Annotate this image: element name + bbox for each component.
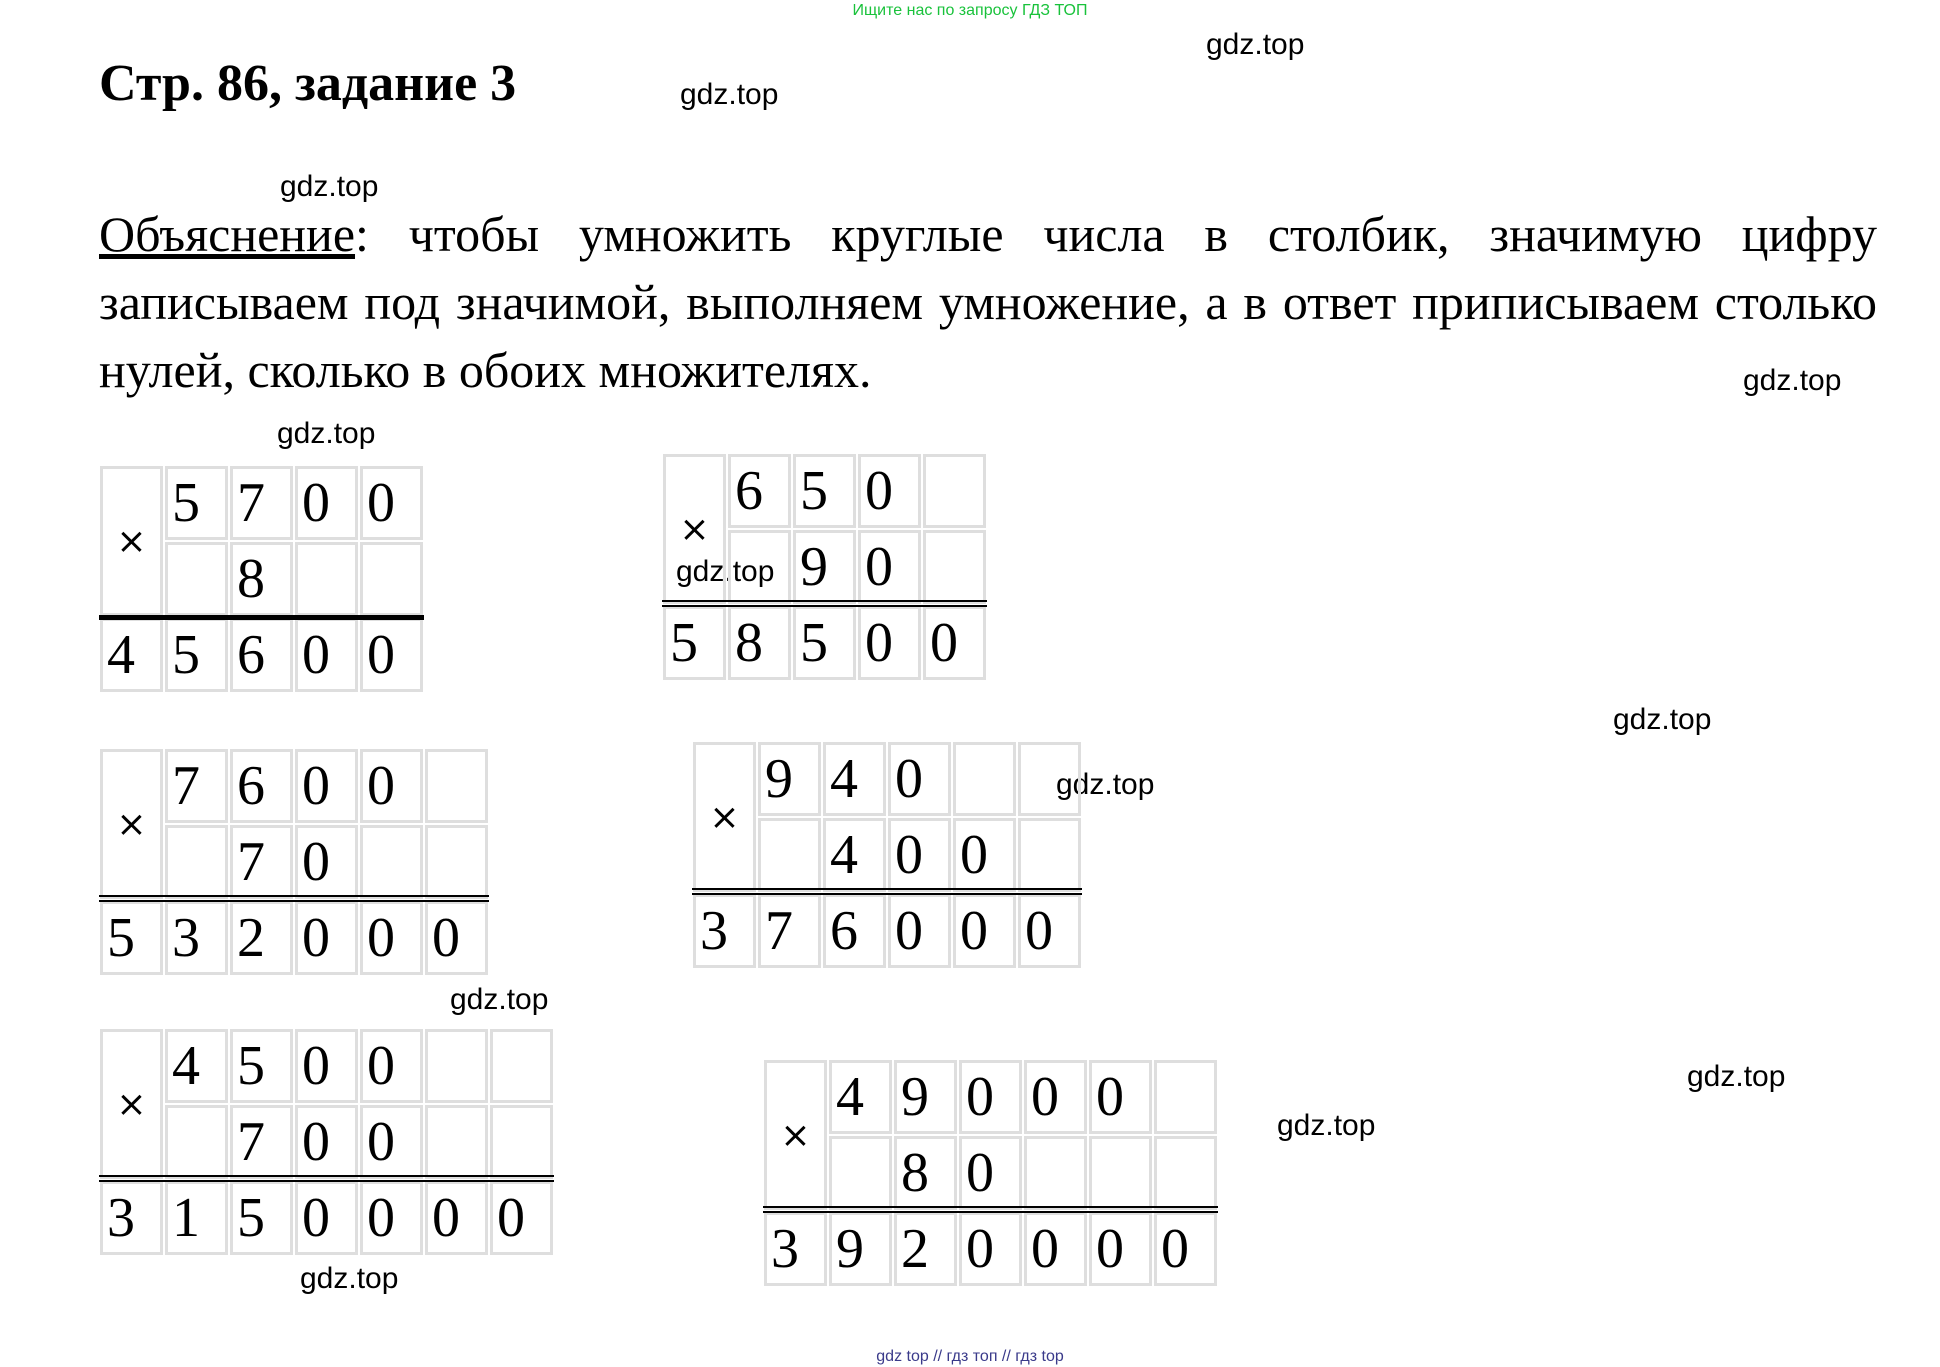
digit-cell: 0: [360, 1181, 423, 1255]
digit-cell: 0: [888, 818, 951, 892]
digit-cell: 0: [295, 618, 358, 692]
digit-cell: 9: [758, 742, 821, 816]
digit-cell: 0: [295, 1181, 358, 1255]
watermark: gdz.top: [1277, 1109, 1376, 1142]
watermark: gdz.top: [676, 555, 775, 588]
digit-cell: 0: [295, 1029, 358, 1103]
digit-cell: [425, 749, 488, 823]
result-line: [99, 895, 489, 897]
digit-cell: 0: [858, 530, 921, 604]
result-line: [99, 1175, 554, 1177]
result-line: [692, 888, 1082, 890]
multiplication-grid: [763, 1059, 1218, 1287]
digit-cell: 1: [165, 1181, 228, 1255]
multiplication-grid: [99, 748, 489, 976]
digit-cell: 7: [758, 894, 821, 968]
digit-cell: 0: [953, 894, 1016, 968]
digit-cell: 0: [953, 818, 1016, 892]
digit-cell: 5: [793, 606, 856, 680]
digit-cell: 0: [858, 606, 921, 680]
digit-cell: 0: [1089, 1060, 1152, 1134]
digit-cell: 0: [425, 1181, 488, 1255]
digit-cell: 9: [829, 1212, 892, 1286]
digit-cell: [165, 1105, 228, 1179]
digit-cell: 5: [100, 901, 163, 975]
digit-cell: [360, 825, 423, 899]
digit-cell: 0: [360, 1029, 423, 1103]
multiply-sign-icon: ×: [100, 1029, 163, 1179]
digit-cell: 0: [425, 901, 488, 975]
digit-cell: [360, 542, 423, 616]
digit-cell: 8: [728, 606, 791, 680]
digit-cell: 0: [490, 1181, 553, 1255]
digit-cell: 4: [823, 742, 886, 816]
digit-cell: 0: [1089, 1212, 1152, 1286]
digit-cell: 8: [894, 1136, 957, 1210]
watermark: gdz.top: [1613, 703, 1712, 736]
watermark: gdz.top: [1206, 28, 1305, 61]
digit-cell: 0: [888, 742, 951, 816]
watermark: gdz.top: [280, 170, 379, 203]
digit-cell: 0: [1024, 1060, 1087, 1134]
digit-cell: 0: [1024, 1212, 1087, 1286]
digit-cell: 5: [793, 454, 856, 528]
digit-cell: 6: [230, 618, 293, 692]
digit-cell: [425, 1105, 488, 1179]
digit-cell: 5: [165, 466, 228, 540]
digit-cell: 4: [165, 1029, 228, 1103]
digit-cell: 0: [360, 618, 423, 692]
digit-cell: 3: [100, 1181, 163, 1255]
digit-cell: 6: [230, 749, 293, 823]
digit-cell: [425, 825, 488, 899]
digit-cell: 0: [959, 1212, 1022, 1286]
digit-cell: 0: [360, 749, 423, 823]
digit-cell: 0: [888, 894, 951, 968]
digit-cell: [490, 1105, 553, 1179]
result-line: [662, 600, 987, 602]
multiply-sign-icon: ×: [100, 466, 163, 616]
multiplication-grid: [692, 741, 1082, 969]
watermark: gdz.top: [1056, 768, 1155, 801]
watermark: gdz.top: [1743, 364, 1842, 397]
digit-cell: [1018, 818, 1081, 892]
digit-cell: 5: [663, 606, 726, 680]
digit-cell: 0: [959, 1136, 1022, 1210]
digit-cell: 0: [858, 454, 921, 528]
digit-cell: [953, 742, 1016, 816]
digit-cell: 7: [165, 749, 228, 823]
digit-cell: 0: [295, 825, 358, 899]
digit-cell: [923, 530, 986, 604]
digit-cell: [165, 542, 228, 616]
digit-cell: 7: [230, 466, 293, 540]
footer: gdz top // гдз топ // гдз top: [876, 1348, 1064, 1365]
watermark: gdz.top: [450, 983, 549, 1016]
digit-cell: [1024, 1136, 1087, 1210]
multiply-sign-icon: ×: [663, 454, 726, 604]
digit-cell: 0: [1154, 1212, 1217, 1286]
digit-cell: [923, 454, 986, 528]
digit-cell: [295, 542, 358, 616]
digit-cell: [758, 818, 821, 892]
digit-cell: 0: [923, 606, 986, 680]
watermark: gdz.top: [680, 78, 779, 111]
multiplication-grid: [99, 1028, 554, 1256]
multiply-sign-icon: ×: [693, 742, 756, 892]
digit-cell: 0: [295, 466, 358, 540]
digit-cell: 5: [230, 1181, 293, 1255]
digit-cell: 3: [165, 901, 228, 975]
digit-cell: 0: [295, 901, 358, 975]
digit-cell: 0: [1018, 894, 1081, 968]
digit-cell: 0: [295, 1105, 358, 1179]
digit-cell: [1154, 1060, 1217, 1134]
digit-cell: 4: [823, 818, 886, 892]
digit-cell: [1018, 742, 1081, 816]
digit-cell: 0: [360, 1105, 423, 1179]
digit-cell: 7: [230, 825, 293, 899]
digit-cell: 6: [823, 894, 886, 968]
digit-cell: 0: [959, 1060, 1022, 1134]
explanation-body: : чтобы умножить круглые числа в столбик, значимую цифру записываем под значимой, выполняем умножение, а в ответ приписываем столько нулей, сколько в обоих множителях.: [99, 206, 1877, 398]
explanation-lead: Объяснение: [99, 206, 356, 262]
digit-cell: 9: [894, 1060, 957, 1134]
watermark: gdz.top: [300, 1262, 399, 1295]
digit-cell: 4: [100, 618, 163, 692]
digit-cell: [425, 1029, 488, 1103]
digit-cell: [728, 530, 791, 604]
digit-cell: 3: [764, 1212, 827, 1286]
digit-cell: 0: [360, 466, 423, 540]
digit-cell: 3: [693, 894, 756, 968]
digit-cell: 0: [360, 901, 423, 975]
watermark: gdz.top: [277, 417, 376, 450]
digit-cell: 7: [230, 1105, 293, 1179]
digit-cell: [1089, 1136, 1152, 1210]
result-line: [763, 1206, 1218, 1208]
explanation-paragraph: [99, 200, 1877, 404]
digit-cell: [1154, 1136, 1217, 1210]
digit-cell: [829, 1136, 892, 1210]
multiply-sign-icon: ×: [100, 749, 163, 899]
digit-cell: [165, 825, 228, 899]
watermark: gdz.top: [1687, 1060, 1786, 1093]
digit-cell: 5: [165, 618, 228, 692]
digit-cell: [490, 1029, 553, 1103]
top-banner: Ищите нас по запросу ГДЗ ТОП: [852, 2, 1088, 19]
multiply-sign-icon: ×: [764, 1060, 827, 1210]
digit-cell: 9: [793, 530, 856, 604]
digit-cell: 2: [894, 1212, 957, 1286]
digit-cell: 8: [230, 542, 293, 616]
result-line: [99, 615, 424, 620]
digit-cell: 4: [829, 1060, 892, 1134]
page-title: Стр. 86, задание 3: [99, 55, 517, 112]
digit-cell: 6: [728, 454, 791, 528]
multiplication-grid: [662, 453, 987, 681]
digit-cell: 0: [295, 749, 358, 823]
digit-cell: 5: [230, 1029, 293, 1103]
digit-cell: 2: [230, 901, 293, 975]
multiplication-grid: [99, 465, 424, 693]
